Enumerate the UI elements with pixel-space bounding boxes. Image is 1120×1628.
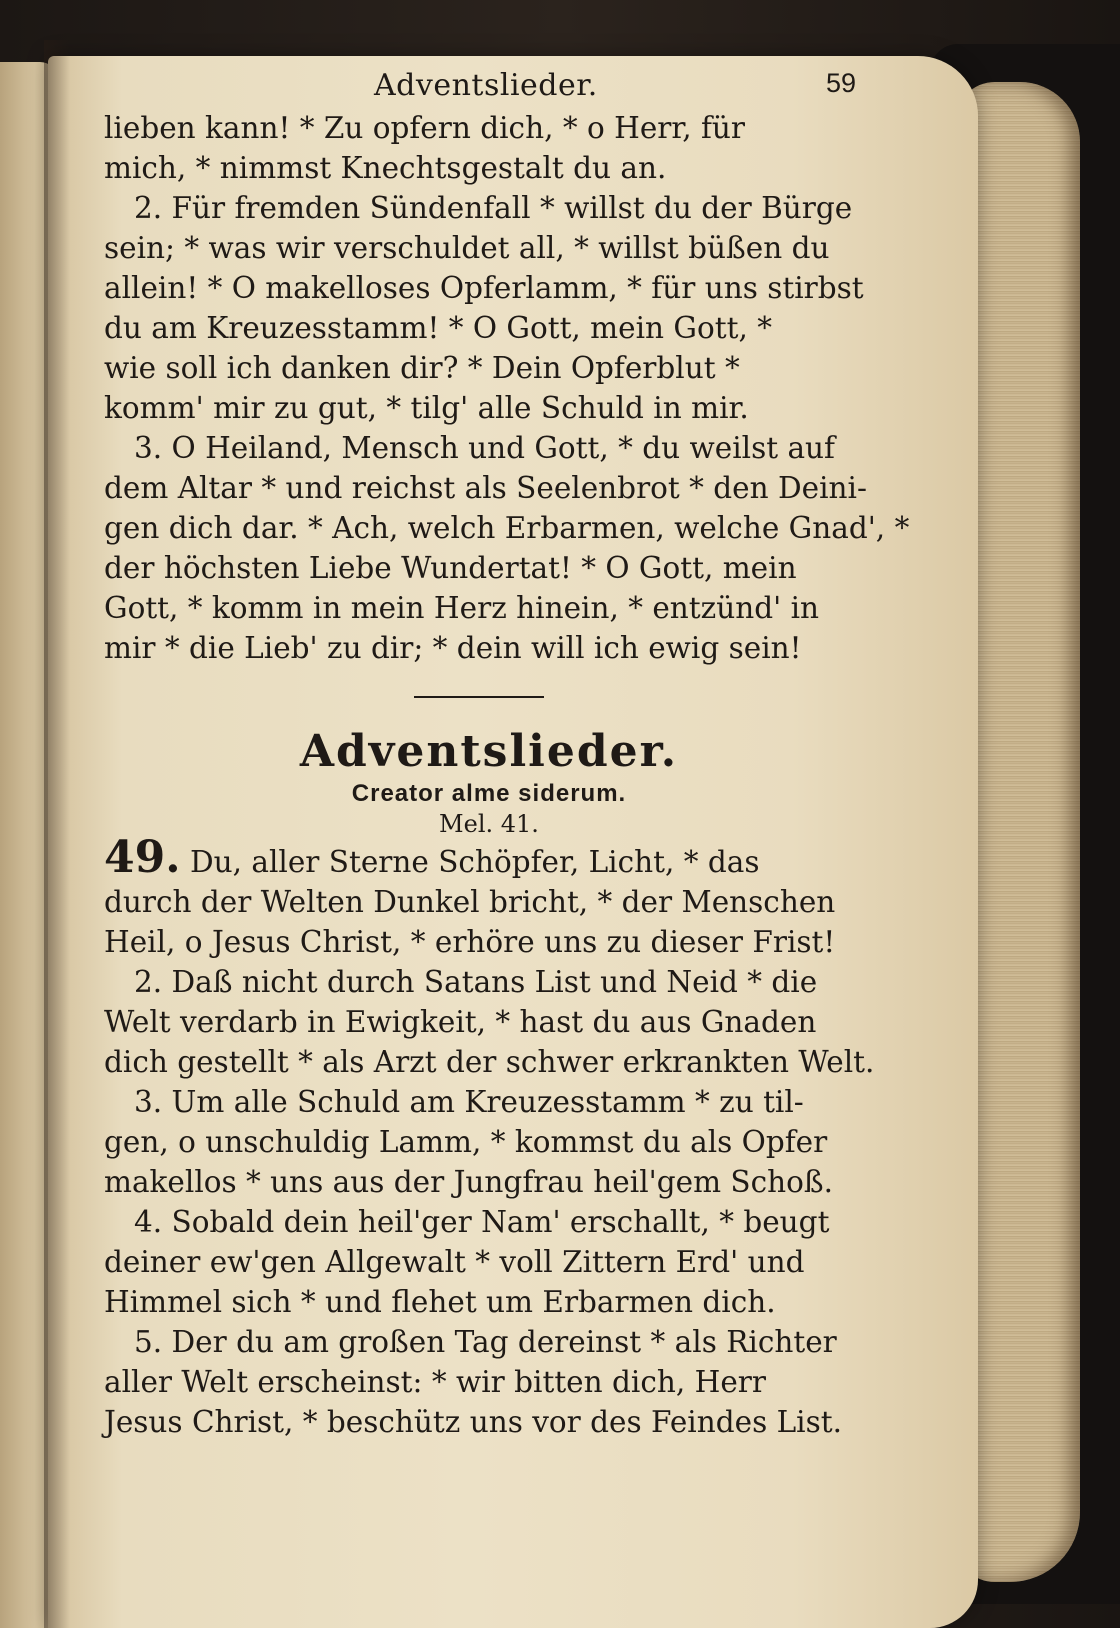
page-number: 59 <box>825 68 856 98</box>
text-line: gen, o unschuldig Lamm, * kommst du als Opfer <box>104 1125 828 1159</box>
text-line: der höchsten Liebe Wundertat! * O Gott, mein <box>104 551 797 585</box>
text-line: 2. Für fremden Sündenfall * willst du der Bürge <box>134 191 853 225</box>
text-line: 4. Sobald dein heil'ger Nam' erschallt, * beugt <box>134 1205 830 1239</box>
melody-reference: Mel. 41. <box>439 810 539 838</box>
hymn-latin-title: Creator alme siderum. <box>351 780 627 807</box>
text-line: 5. Der du am großen Tag dereinst * als Richter <box>134 1325 837 1359</box>
text-line: aller Welt erscheinst: * wir bitten dich, Herr <box>104 1365 766 1399</box>
running-title: Adventslieder. <box>374 68 598 103</box>
text-line: dem Altar * und reichst als Seelenbrot * den Deini- <box>104 471 867 505</box>
text-line: allein! * O makelloses Opferlamm, * für uns stirbst <box>104 271 864 305</box>
previous-hymn-text <box>104 108 910 668</box>
text-line: 3. O Heiland, Mensch und Gott, * du weilst auf <box>134 431 835 465</box>
spine-shadow <box>44 40 70 1628</box>
hymn-text <box>104 832 875 1442</box>
text-line: 3. Um alle Schuld am Kreuzesstamm * zu til- <box>134 1085 804 1119</box>
text-line: makellos * uns aus der Jungfrau heil'gem Schoß. <box>104 1165 834 1199</box>
page-text <box>104 64 910 1442</box>
section-title: Adventslieder. <box>299 726 679 777</box>
text-line: Jesus Christ, * beschütz uns vor des Feindes List. <box>104 1405 842 1439</box>
text-line: 2. Daß nicht durch Satans List und Neid * die <box>134 965 818 999</box>
text-line: deiner ew'gen Allgewalt * voll Zittern Erd' und <box>104 1245 805 1279</box>
text-line: du am Kreuzesstamm! * O Gott, mein Gott, * <box>104 311 772 345</box>
running-head <box>104 64 874 108</box>
text-line: mir * die Lieb' zu dir; * dein will ich ewig sein! <box>104 631 802 665</box>
text-line: durch der Welten Dunkel bricht, * der Menschen <box>104 885 836 919</box>
text-line: Gott, * komm in mein Herz hinein, * entzünd' in <box>104 591 820 625</box>
text-line: gen dich dar. * Ach, welch Erbarmen, welche Gnad', * <box>104 511 910 545</box>
first-line-text: Du, aller Sterne Schöpfer, Licht, * das <box>189 845 760 879</box>
hymn-first-line <box>104 832 874 883</box>
text-line: lieben kann! * Zu opfern dich, * o Herr, für <box>104 111 746 145</box>
text-line: Heil, o Jesus Christ, * erhöre uns zu dieser Frist! <box>104 925 836 959</box>
text-line: wie soll ich danken dir? * Dein Opferblut * <box>104 351 740 385</box>
text-line: sein; * was wir verschuldet all, * willst büßen du <box>104 231 830 265</box>
text-line: mich, * nimmst Knechtsgestalt du an. <box>104 151 667 185</box>
hymn-number: 49. <box>104 832 181 883</box>
separator-rule <box>414 696 544 698</box>
text-line: Himmel sich * und flehet um Erbarmen dich. <box>104 1285 776 1319</box>
text-line: Welt verdarb in Ewigkeit, * hast du aus Gnaden <box>104 1005 817 1039</box>
text-line: dich gestellt * als Arzt der schwer erkrankten Welt. <box>104 1045 875 1079</box>
text-line: komm' mir zu gut, * tilg' alle Schuld in mir. <box>104 391 749 425</box>
separator <box>104 668 874 724</box>
